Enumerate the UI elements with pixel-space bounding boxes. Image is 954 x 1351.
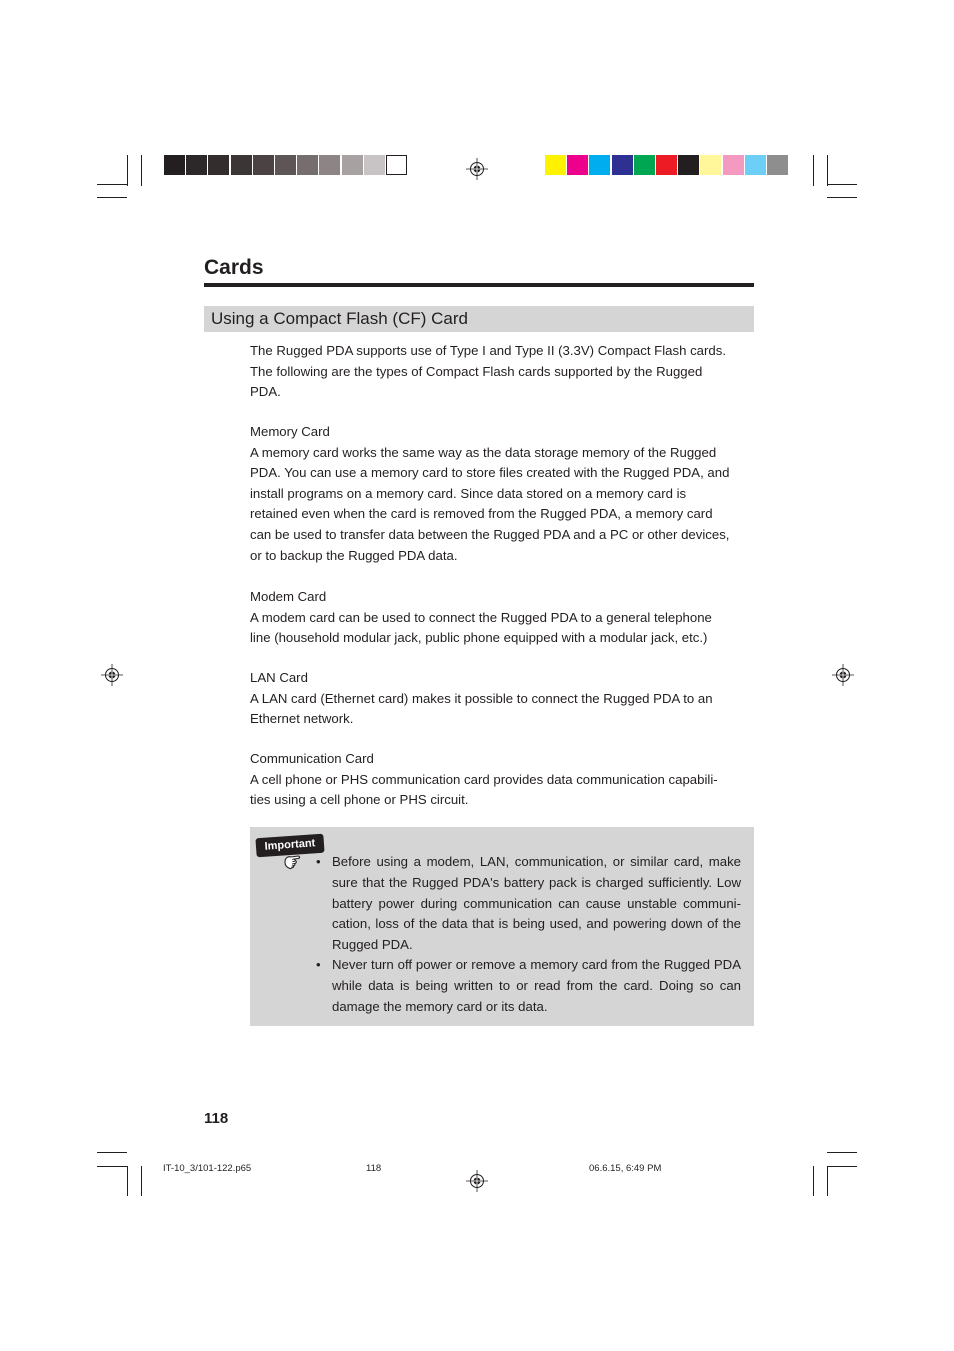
card-line: retained even when the card is removed from the Rugged PDA, a memory card — [250, 506, 713, 522]
card-line: or to backup the Rugged PDA data. — [250, 547, 458, 563]
card-heading: Communication Card — [250, 751, 374, 766]
crop-mark — [827, 184, 857, 185]
color-swatch — [297, 155, 318, 175]
crop-mark — [827, 1166, 857, 1167]
color-swatch — [275, 155, 296, 175]
bullet-marker: • — [316, 854, 321, 869]
color-swatch — [164, 155, 185, 175]
registration-mark-icon — [101, 664, 123, 686]
footer-timestamp: 06.6.15, 6:49 PM — [589, 1163, 662, 1174]
color-swatch — [342, 155, 363, 175]
modem-card-section — [250, 587, 755, 649]
crop-mark — [97, 184, 127, 185]
intro-line: The following are the types of Compact Flash cards supported by the Rugged — [250, 363, 703, 379]
crop-mark — [813, 155, 814, 186]
card-line: line (household modular jack, public phone equipped with a modular jack, etc.) — [250, 630, 708, 646]
color-swatch — [253, 155, 274, 175]
color-swatch — [745, 155, 766, 175]
color-swatch — [208, 155, 229, 175]
crop-mark — [827, 1152, 857, 1153]
crop-mark — [97, 1152, 127, 1153]
crop-mark — [827, 155, 828, 186]
lan-card-section — [250, 668, 755, 730]
crop-mark — [141, 1166, 142, 1196]
crop-mark — [827, 197, 857, 198]
card-heading: Modem Card — [250, 589, 327, 604]
color-swatch — [186, 155, 207, 175]
color-swatch — [767, 155, 788, 175]
page-number: 118 — [204, 1110, 229, 1127]
crop-mark — [127, 1166, 128, 1196]
color-swatch — [612, 155, 633, 175]
card-heading: Memory Card — [250, 424, 330, 439]
footer-page: 118 — [366, 1163, 382, 1174]
card-line: install programs on a memory card. Since data stored on a memory card is — [250, 485, 687, 501]
crop-mark — [127, 155, 128, 186]
card-line: PDA. You can use a memory card to store files created with the Rugged PDA, and — [250, 465, 730, 481]
intro-line: PDA. — [250, 384, 281, 400]
page-title: Cards — [204, 256, 264, 279]
crop-mark — [827, 1166, 828, 1196]
crop-mark — [97, 197, 127, 198]
bullet-marker: • — [316, 957, 321, 972]
important-bullet — [316, 955, 741, 1017]
color-swatch — [700, 155, 721, 175]
registration-mark-icon — [466, 1170, 488, 1192]
color-swatch — [545, 155, 566, 175]
card-heading: LAN Card — [250, 670, 308, 685]
color-swatch — [723, 155, 744, 175]
card-line: A cell phone or PHS communication card provides data communication capabili- — [250, 771, 718, 787]
pointing-hand-icon — [283, 853, 303, 871]
crop-mark — [813, 1166, 814, 1196]
intro-paragraph — [250, 341, 755, 403]
crop-mark — [97, 1166, 127, 1167]
important-bullet — [316, 852, 741, 956]
card-line: Ethernet network. — [250, 711, 354, 727]
card-line: can be used to transfer data between the Rugged PDA and a PC or other devices, — [250, 526, 730, 542]
title-rule — [204, 283, 754, 287]
color-swatch — [231, 155, 252, 175]
registration-mark-icon — [466, 158, 488, 180]
registration-mark-icon — [832, 664, 854, 686]
color-swatch — [656, 155, 677, 175]
card-line: A LAN card (Ethernet card) makes it possible to connect the Rugged PDA to an — [250, 690, 713, 706]
footer-filename: IT-10_3/101-122.p65 — [163, 1163, 252, 1174]
color-swatch — [364, 155, 385, 175]
color-swatch — [567, 155, 588, 175]
color-swatch — [589, 155, 610, 175]
card-line: ties using a cell phone or PHS circuit. — [250, 792, 469, 808]
card-line: A modem card can be used to connect the Rugged PDA to a general telephone — [250, 609, 712, 625]
section-title: Using a Compact Flash (CF) Card — [211, 309, 468, 328]
bullet-text: Never turn off power or remove a memory card from the Rugged PDA while data is being written to or read from the card. Doing so can damage the memory card or its data. — [332, 957, 741, 1014]
memory-card-section — [250, 422, 755, 566]
bullet-text: Before using a modem, LAN, communication, or similar card, make sure that the Rugged PDA's battery pack is charged sufficiently. Low battery power during communication can cause unstable communi-cation, loss of the data that is being used, and powering down of the Rugged PDA. — [332, 854, 741, 953]
communication-card-section — [250, 749, 755, 811]
card-line: A memory card works the same way as the data storage memory of the Rugged — [250, 444, 717, 460]
intro-line: The Rugged PDA supports use of Type I and Type II (3.3V) Compact Flash cards. — [250, 343, 726, 358]
color-swatch — [319, 155, 340, 175]
important-badge: Important — [255, 834, 324, 858]
color-swatch — [386, 155, 407, 175]
crop-mark — [141, 155, 142, 186]
color-swatch — [678, 155, 699, 175]
color-swatch — [634, 155, 655, 175]
